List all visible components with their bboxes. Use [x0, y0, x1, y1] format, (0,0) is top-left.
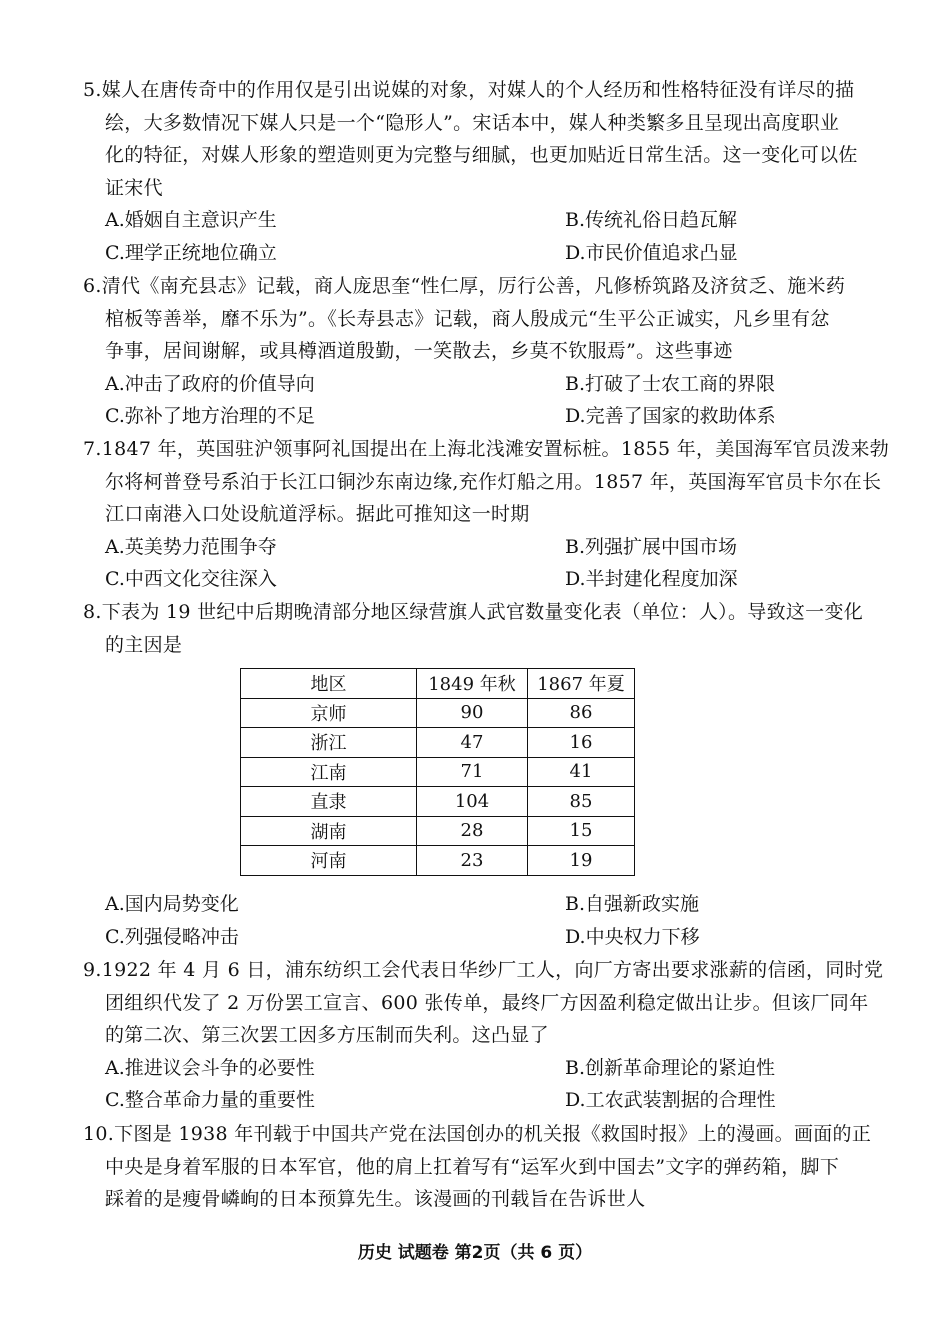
table-cell: 47 — [417, 728, 528, 758]
officer-count-table — [240, 668, 635, 876]
option-c: C.列强侵略冲击 — [105, 925, 239, 948]
option-d: D.完善了国家的救助体系 — [565, 405, 776, 427]
option-a: A.国内局势变化 — [105, 893, 239, 915]
table-cell: 41 — [528, 757, 635, 787]
question-10 — [83, 1118, 893, 1216]
option-b: B.列强扩展中国市场 — [565, 535, 738, 558]
question-text: 踩着的是瘦骨嶙峋的日本预算先生。该漫画的刊载旨在告诉世人 — [105, 1188, 646, 1210]
options-row — [83, 563, 893, 596]
question-8-options — [83, 888, 893, 953]
question-text: 尔将柯普登号系泊于长江口铜沙东南边缘,充作灯船之用。1857 年，英国海军官员卡尔在长 — [105, 470, 882, 493]
question-text: 江口南港入口处设航道浮标。据此可推知这一时期 — [105, 503, 530, 525]
question-text: 争事，居间谢解，或具樽酒道殷勤，一笑散去，乡莫不钦服焉”。这些事迹 — [105, 340, 733, 362]
question-text: 绘，大多数情况下媒人只是一个“隐形人”。宋话本中，媒人种类繁多且呈现出高度职业 — [105, 111, 840, 134]
question-text: 5.媒人在唐传奇中的作用仅是引出说媒的对象，对媒人的个人经历和性格特征没有详尽的描 — [83, 79, 855, 101]
table-cell: 湖南 — [241, 816, 417, 846]
table-header-row — [241, 669, 635, 699]
table-row — [241, 787, 635, 817]
table-cell: 104 — [417, 787, 528, 817]
question-8 — [83, 596, 893, 661]
table-cell: 85 — [528, 787, 635, 817]
table-cell: 江南 — [241, 757, 417, 787]
options-row — [83, 921, 893, 954]
option-a: A.推进议会斗争的必要性 — [105, 1056, 315, 1079]
table-cell: 86 — [528, 698, 635, 728]
table-cell: 16 — [528, 728, 635, 758]
table-row — [241, 816, 635, 846]
option-d: D.工农武装割据的合理性 — [565, 1089, 776, 1111]
option-b: B.打破了士农工商的界限 — [565, 372, 776, 395]
question-text: 棺板等善举，靡不乐为”。《长寿县志》记载，商人殷成元“生平公正诚实，凡乡里有忿 — [105, 307, 830, 330]
table-cell: 河南 — [241, 846, 417, 876]
option-c: C.中西文化交往深入 — [105, 568, 277, 590]
question-text: 9.1922 年 4 月 6 日，浦东纺织工会代表日华纱厂工人，向厂方寄出要求涨薪的信函，同时党 — [83, 959, 884, 981]
question-text: 化的特征，对媒人形象的塑造则更为完整与细腻，也更加贴近日常生活。这一变化可以佐 — [105, 144, 858, 166]
question-text: 的主因是 — [105, 633, 183, 656]
options-row — [83, 531, 893, 564]
question-text: 证宋代 — [105, 176, 163, 199]
table-cell: 京师 — [241, 698, 417, 728]
table-header: 1849 年秋 — [417, 669, 528, 699]
question-text: 7.1847 年，英国驻沪领事阿礼国提出在上海北浅滩安置标桩。1855 年，美国海军官员泼来勃 — [83, 438, 890, 460]
table-cell: 15 — [528, 816, 635, 846]
question-9 — [83, 954, 893, 1117]
options-row — [83, 237, 893, 270]
table-header: 地区 — [241, 669, 417, 699]
options-row — [83, 1084, 893, 1117]
table-header: 1867 年夏 — [528, 669, 635, 699]
options-row — [83, 1052, 893, 1085]
table-cell: 浙江 — [241, 728, 417, 758]
table-row — [241, 728, 635, 758]
option-b: B.传统礼俗日趋瓦解 — [565, 209, 738, 231]
option-d: D.市民价值追求凸显 — [565, 241, 738, 264]
table-cell: 28 — [417, 816, 528, 846]
option-b: B.自强新政实施 — [565, 893, 700, 915]
options-row — [83, 888, 893, 921]
option-a: A.婚姻自主意识产生 — [105, 209, 277, 231]
option-c: C.理学正统地位确立 — [105, 241, 277, 264]
option-c: C.整合革命力量的重要性 — [105, 1089, 315, 1111]
table-row — [241, 846, 635, 876]
question-text: 团组织代发了 2 万份罢工宣言、600 张传单，最终厂方因盈利稳定做出让步。但该厂同年 — [105, 991, 869, 1014]
options-row — [83, 204, 893, 237]
question-text: 8.下表为 19 世纪中后期晚清部分地区绿营旗人武官数量变化表（单位：人）。导致这一变化 — [83, 601, 864, 623]
options-row — [83, 400, 893, 433]
table-cell: 19 — [528, 846, 635, 876]
table-cell: 直隶 — [241, 787, 417, 817]
table-cell: 23 — [417, 846, 528, 876]
table-row — [241, 757, 635, 787]
options-row — [83, 368, 893, 401]
option-c: C.弥补了地方治理的不足 — [105, 405, 315, 427]
question-text: 6.清代《南充县志》记载，商人庞思奎“性仁厚，厉行公善，凡修桥筑路及济贫乏、施米药 — [83, 275, 846, 297]
option-d: D.中央权力下移 — [565, 925, 700, 948]
question-text: 中央是身着军服的日本军官，他的肩上扛着写有“运军火到中国去”文字的弹药箱，脚下 — [105, 1155, 840, 1178]
page-footer: 历史 试题卷 第2页（共 6 页） — [357, 1243, 593, 1263]
option-a: A.英美势力范围争夺 — [105, 535, 277, 558]
question-text: 10.下图是 1938 年刊载于中国共产党在法国创办的机关报《救国时报》上的漫画。画面的正 — [83, 1123, 872, 1145]
option-a: A.冲击了政府的价值导向 — [105, 372, 315, 395]
question-5 — [83, 74, 893, 269]
question-6 — [83, 270, 893, 433]
table-cell: 90 — [417, 698, 528, 728]
option-b: B.创新革命理论的紧迫性 — [565, 1056, 776, 1079]
table-cell: 71 — [417, 757, 528, 787]
question-7 — [83, 433, 893, 596]
question-text: 的第二次、第三次罢工因多方压制而失利。这凸显了 — [105, 1024, 549, 1046]
table-row — [241, 698, 635, 728]
option-d: D.半封建化程度加深 — [565, 568, 738, 590]
